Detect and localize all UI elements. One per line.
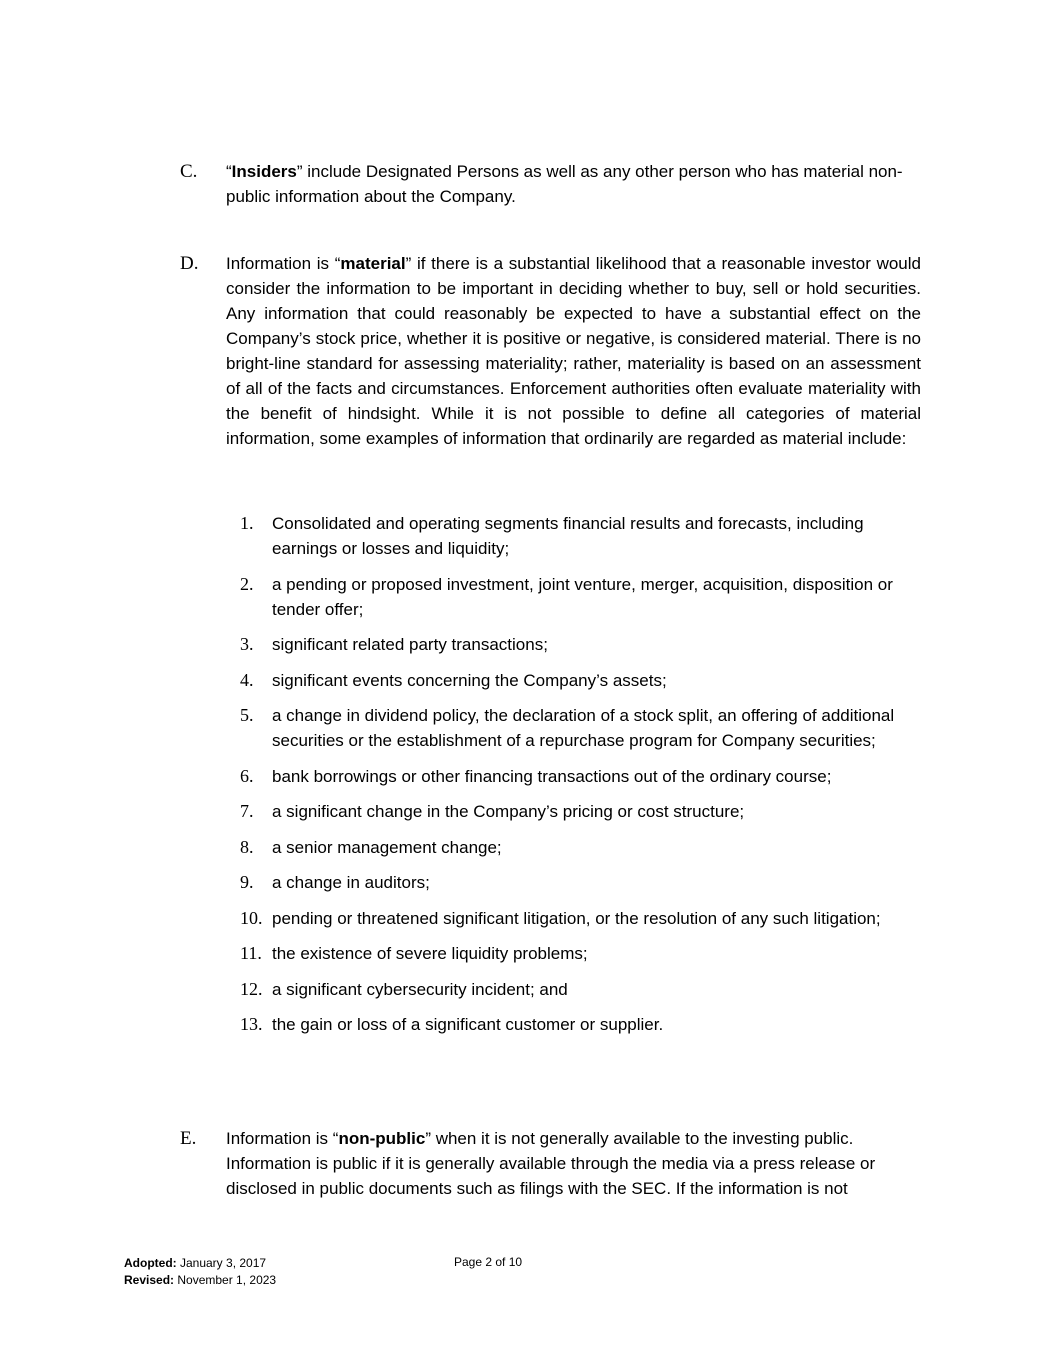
list-item: 8. a senior management change;: [240, 836, 502, 857]
section-d: [180, 251, 921, 451]
term-insiders: Insiders: [231, 162, 297, 181]
section-e-text: Information is “non-public” when it is not generally available to the investing public. Information is public if it is generally available through the media via a press release or disclosed in public documents such as filings with the SEC. If the information is not: [226, 1129, 876, 1198]
list-item: 13. the gain or loss of a significant customer or supplier.: [240, 1014, 664, 1034]
list-item: 4. significant events concerning the Company’s assets;: [240, 669, 667, 690]
list-item: 7. a significant change in the Company’s pricing or cost structure;: [240, 801, 745, 821]
section-d-text: Information is “material” if there is a substantial likelihood that a reasonable investor would consider the information to be important in deciding whether to buy, sell or hold securities. Any information that could reasonably be expected to have a substantial effect on the Company’s stock price, whether it is positive or negative, is considered material. There is no bright-line standard for assessing materiality; rather, materiality is based on an assessment of all of the facts and circumstances. Enforcement authorities often evaluate materiality with the benefit of hindsight. While it is not possible to define all categories of material information, some examples of information that ordinarily are regarded as material include:: [226, 254, 921, 448]
list-item: 1. Consolidated and operating segments financial results and forecasts, including earnings or losses and liquidity;: [240, 513, 864, 558]
list-item: 11. the existence of severe liquidity problems;: [240, 943, 588, 963]
list-item: 2. a pending or proposed investment, joint venture, merger, acquisition, disposition or tender offer;: [240, 573, 893, 619]
revised-line: Revised: November 1, 2023: [124, 1273, 277, 1287]
list-item: 6. bank borrowings or other financing transactions out of the ordinary course;: [240, 765, 832, 786]
section-letter: C.: [180, 161, 198, 182]
list-item: 9. a change in auditors;: [240, 872, 430, 892]
section-letter: D.: [180, 253, 199, 274]
section-e: [180, 1126, 931, 1201]
list-item: 10. pending or threatened significant litigation, or the resolution of any such litigation;: [240, 907, 881, 928]
section-c: [180, 159, 931, 209]
term-non-public: non-public: [338, 1129, 426, 1148]
list-item: 3. significant related party transactions;: [240, 634, 548, 654]
section-c-text: “Insiders” include Designated Persons as well as any other person who has material non-public information about the Company.: [226, 162, 903, 206]
term-material: material: [340, 254, 406, 273]
list-item: 12. a significant cybersecurity incident; and: [240, 978, 568, 999]
page-number: Page 2 of 10: [454, 1255, 523, 1269]
footer-dates: [124, 1255, 276, 1289]
material-examples-list: [240, 511, 920, 1048]
adopted-line: Adopted: January 3, 2017: [124, 1256, 267, 1270]
list-item: 5. a change in dividend policy, the declaration of a stock split, an offering of additional securities or the establishment of a repurchase program for Company securities;: [240, 705, 895, 750]
section-letter: E.: [180, 1128, 197, 1149]
